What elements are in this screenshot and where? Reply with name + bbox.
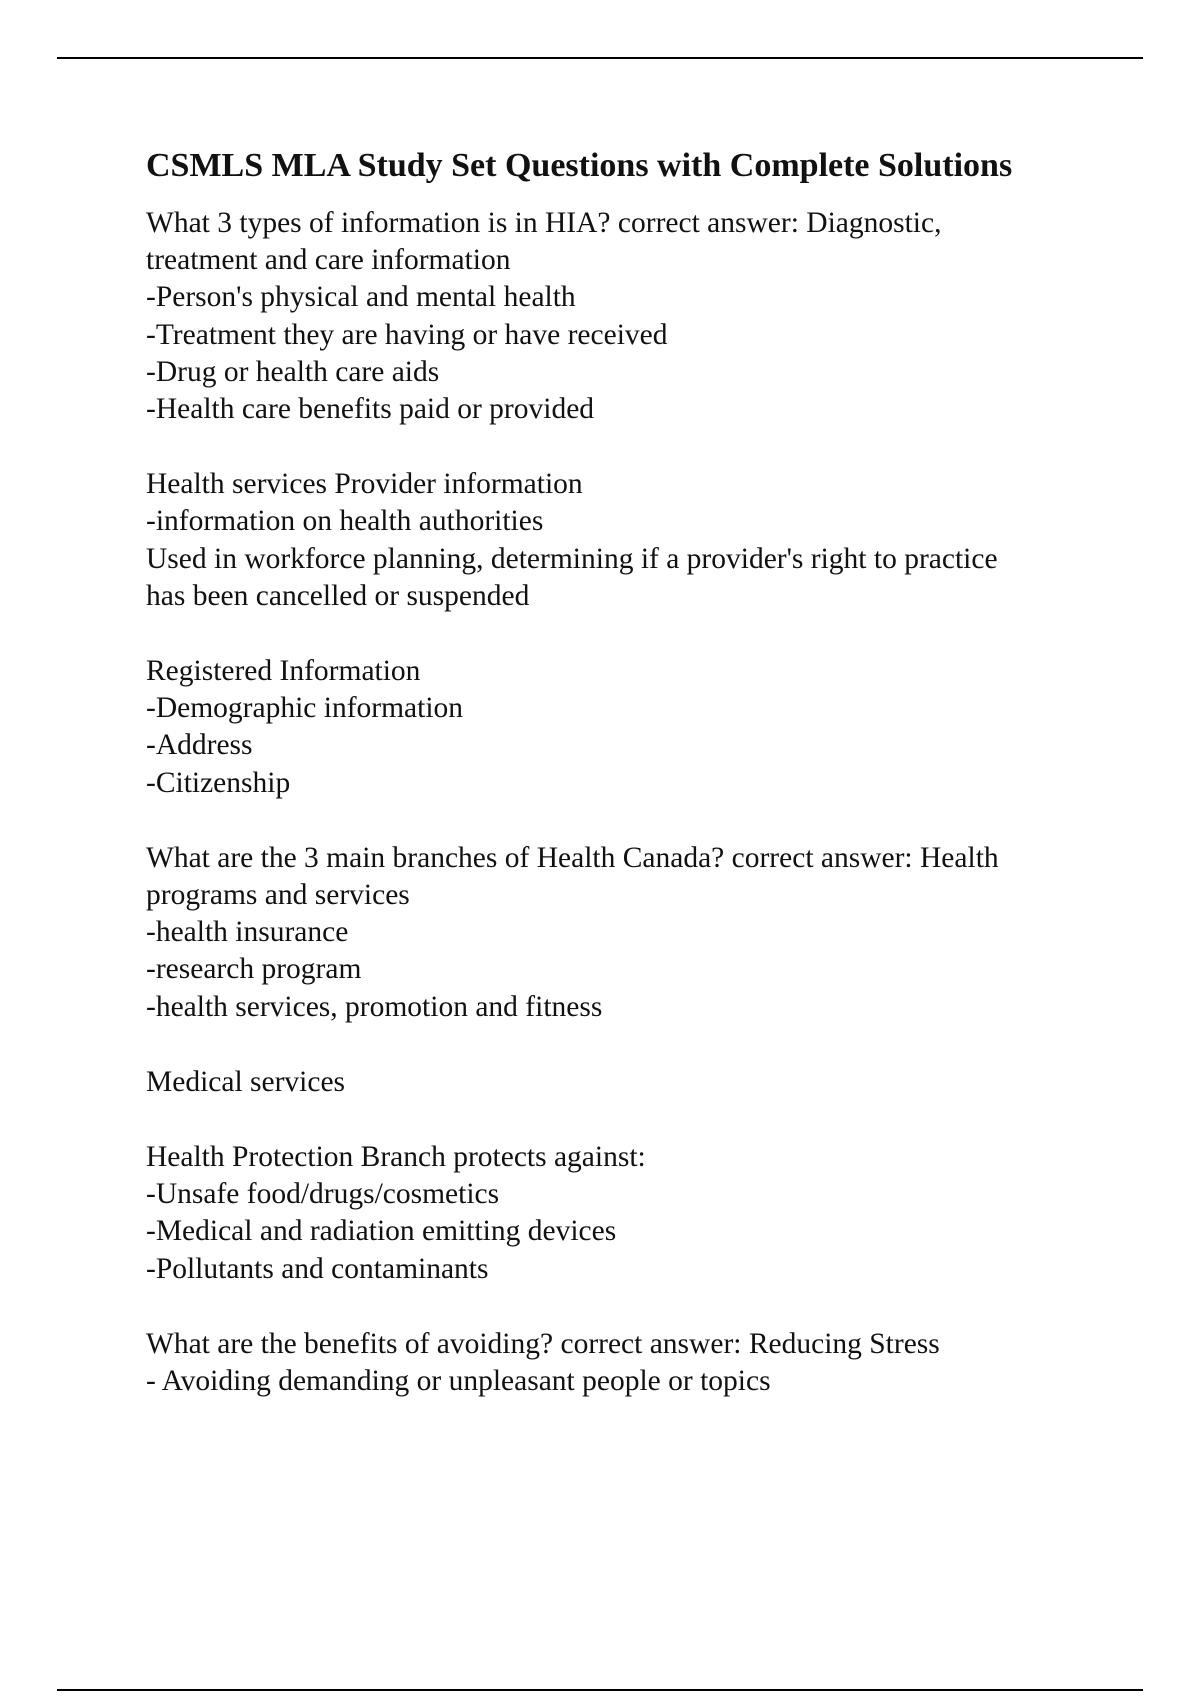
text-block-health-protection <box>146 1139 1146 1288</box>
header-rule <box>57 57 1143 59</box>
text-line: What 3 types of information is in HIA? correct answer: Diagnostic, <box>146 207 942 239</box>
text-line: -Person's physical and mental health <box>146 281 576 314</box>
text-line: programs and services <box>146 879 410 912</box>
text-block-medical-services <box>146 1064 1146 1101</box>
text-line: treatment and care information <box>146 244 511 277</box>
text-line: -Drug or health care aids <box>146 355 440 388</box>
text-line: -Demographic information <box>146 692 464 725</box>
qa-block-hia <box>146 205 1146 428</box>
text-line: What are the benefits of avoiding? correct answer: Reducing Stress <box>146 1327 940 1360</box>
text-line: -Treatment they are having or have received <box>146 318 668 351</box>
text-line: -health services, promotion and fitness <box>146 990 603 1023</box>
text-line: What are the 3 main branches of Health Canada? correct answer: Health <box>146 841 999 874</box>
text-line: -Citizenship <box>146 766 291 799</box>
text-block-registered-info <box>146 653 1146 802</box>
text-line: -health insurance <box>146 916 349 949</box>
text-line: -Medical and radiation emitting devices <box>146 1215 617 1248</box>
text-line: - Avoiding demanding or unpleasant people or topics <box>146 1365 771 1398</box>
text-line: has been cancelled or suspended <box>146 579 530 612</box>
document-page <box>146 143 1146 1438</box>
text-line: Health Protection Branch protects against: <box>146 1141 646 1174</box>
text-line: -information on health authorities <box>146 505 544 538</box>
text-line: Registered Information <box>146 655 421 688</box>
qa-block-avoiding <box>146 1326 1146 1400</box>
document-title: CSMLS MLA Study Set Questions with Complete Solutions <box>146 147 1013 184</box>
text-line: -Address <box>146 729 253 762</box>
text-block-provider-info <box>146 466 1146 615</box>
footer-rule <box>57 1689 1143 1691</box>
text-line: Used in workforce planning, determining if a provider's right to practice <box>146 542 998 575</box>
text-line: -Health care benefits paid or provided <box>146 393 595 426</box>
text-line: Medical services <box>146 1065 346 1098</box>
text-line: -Unsafe food/drugs/cosmetics <box>146 1178 500 1211</box>
text-line: -research program <box>146 953 362 986</box>
text-line: -Pollutants and contaminants <box>146 1252 489 1285</box>
text-line: Health services Provider information <box>146 468 583 501</box>
qa-block-health-canada <box>146 840 1146 1026</box>
